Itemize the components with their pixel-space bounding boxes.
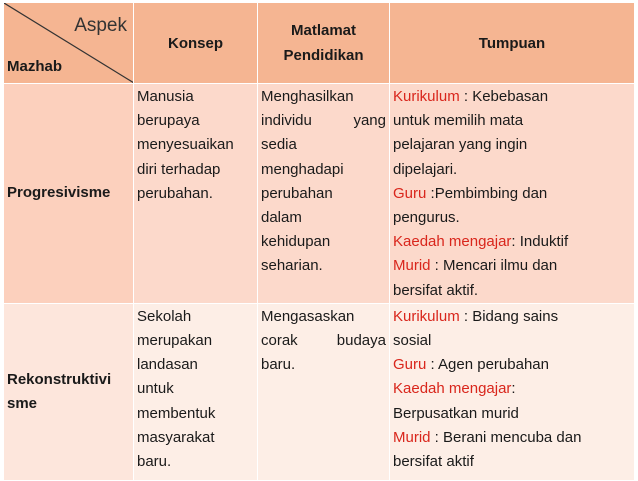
tumpuan-detail-text: : Induktif <box>511 233 569 251</box>
tumpuan-category-label: Murid <box>393 428 431 446</box>
matlamat-text <box>258 84 389 279</box>
tumpuan-line <box>393 133 631 157</box>
tumpuan-detail-text: pengurus. <box>393 209 460 227</box>
mazhab-name <box>4 304 133 480</box>
tumpuan-detail-text: sosial <box>393 332 432 350</box>
tumpuan-detail-text: untuk memilih mata <box>393 112 524 130</box>
tumpuan-detail-text: : <box>511 380 516 398</box>
matlamat-text <box>258 304 389 378</box>
word: corak <box>261 332 298 350</box>
text-line: masyarakat <box>137 428 215 446</box>
tumpuan-detail-text: :Pembimbing dan <box>426 184 548 202</box>
tumpuan-cell <box>390 303 635 480</box>
text-line: untuk <box>137 380 174 398</box>
text-line: baru. <box>137 453 172 471</box>
tumpuan-line <box>393 402 631 426</box>
text-line: Manusia <box>137 88 194 105</box>
tumpuan-detail-text: bersifat aktif <box>393 453 474 471</box>
text-line: perubahan <box>261 184 333 202</box>
text-line: diri terhadap <box>137 160 221 178</box>
tumpuan-line <box>393 158 631 182</box>
tumpuan-header <box>390 3 635 84</box>
tumpuan-detail-text: Berpusatkan murid <box>393 404 519 422</box>
tumpuan-line <box>393 109 631 133</box>
word: yang <box>353 112 386 130</box>
text-line: kehidupan <box>261 233 331 251</box>
corner-header-cell <box>4 3 134 84</box>
tumpuan-line <box>393 426 631 450</box>
mazhab-cell <box>4 303 134 480</box>
konsep-text <box>134 304 257 474</box>
konsep-cell <box>134 84 258 304</box>
text-line <box>261 109 386 133</box>
tumpuan-detail-text: : Kebebasan <box>459 88 549 105</box>
tumpuan-detail-text: : Agen perubahan <box>426 356 549 374</box>
comparison-table <box>3 2 635 481</box>
tumpuan-line <box>393 182 631 206</box>
text-line: Mengasaskan <box>261 307 355 325</box>
tumpuan-category-label: Guru <box>393 184 427 202</box>
tumpuan-detail-text: dipelajari. <box>393 160 458 178</box>
tumpuan-text <box>390 304 634 474</box>
tumpuan-line <box>393 353 631 377</box>
text-line: Menghasilkan <box>261 88 354 105</box>
tumpuan-line <box>393 254 631 278</box>
mazhab-name: Progresivisme <box>7 184 111 202</box>
matlamat-header-line1: Matlamat <box>290 22 357 39</box>
aspek-label: Aspek <box>74 15 127 36</box>
matlamat-cell <box>258 303 390 480</box>
text-line: membentuk <box>137 404 216 422</box>
konsep-text <box>134 84 257 206</box>
tumpuan-detail-text: pelajaran yang ingin <box>393 136 528 154</box>
mazhab-label: Mazhab <box>7 58 63 75</box>
text-line: perubahan. <box>137 184 213 202</box>
tumpuan-detail-text: : Berani mencuba dan <box>430 428 582 446</box>
text-line: menyesuaikan <box>137 136 234 154</box>
text-line: baru. <box>261 356 296 374</box>
tumpuan-line <box>393 450 631 474</box>
mazhab-name-line2: sme <box>7 394 38 412</box>
text-line: landasan <box>137 356 198 374</box>
text-line <box>261 329 386 353</box>
tumpuan-line <box>393 279 631 303</box>
tumpuan-line <box>393 206 631 230</box>
text-line: menghadapi <box>261 160 344 178</box>
tumpuan-category-label: Kurikulum <box>393 88 460 105</box>
word: individu <box>261 112 312 130</box>
konsep-header-text: Konsep <box>167 34 223 52</box>
tumpuan-line <box>393 85 631 109</box>
matlamat-cell <box>258 84 390 304</box>
tumpuan-cell <box>390 84 635 304</box>
matlamat-header <box>258 3 390 84</box>
konsep-cell <box>134 303 258 480</box>
tumpuan-line <box>393 329 631 353</box>
text-line: Sekolah <box>137 307 192 325</box>
tumpuan-category-label: Guru <box>393 356 427 374</box>
tumpuan-line <box>393 305 631 329</box>
text-line: sedia <box>261 136 297 154</box>
table-row-progresivisme <box>4 84 635 304</box>
matlamat-header-line2: Pendidikan <box>283 47 364 64</box>
header-row <box>4 3 635 84</box>
tumpuan-detail-text: bersifat aktif. <box>393 281 479 299</box>
mazhab-name-line1: Rekonstruktivi <box>7 370 112 388</box>
tumpuan-header-text: Tumpuan <box>478 34 546 52</box>
tumpuan-detail-text: : Mencari ilmu dan <box>430 257 558 275</box>
word: budaya <box>336 332 386 350</box>
tumpuan-text <box>390 84 634 303</box>
text-line: seharian. <box>261 257 323 275</box>
tumpuan-category-label: Kaedah mengajar <box>393 233 512 251</box>
text-line: merupakan <box>137 332 213 350</box>
text-line: dalam <box>261 209 302 227</box>
konsep-header <box>134 3 258 84</box>
tumpuan-category-label: Kurikulum <box>393 307 460 325</box>
tumpuan-line <box>393 377 631 401</box>
table-row-rekonstruktivisme <box>4 303 635 480</box>
mazhab-cell <box>4 84 134 304</box>
tumpuan-category-label: Kaedah mengajar <box>393 380 512 398</box>
tumpuan-category-label: Murid <box>393 257 431 275</box>
text-line: berupaya <box>137 112 200 130</box>
tumpuan-detail-text: : Bidang sains <box>459 307 559 325</box>
tumpuan-line <box>393 230 631 254</box>
